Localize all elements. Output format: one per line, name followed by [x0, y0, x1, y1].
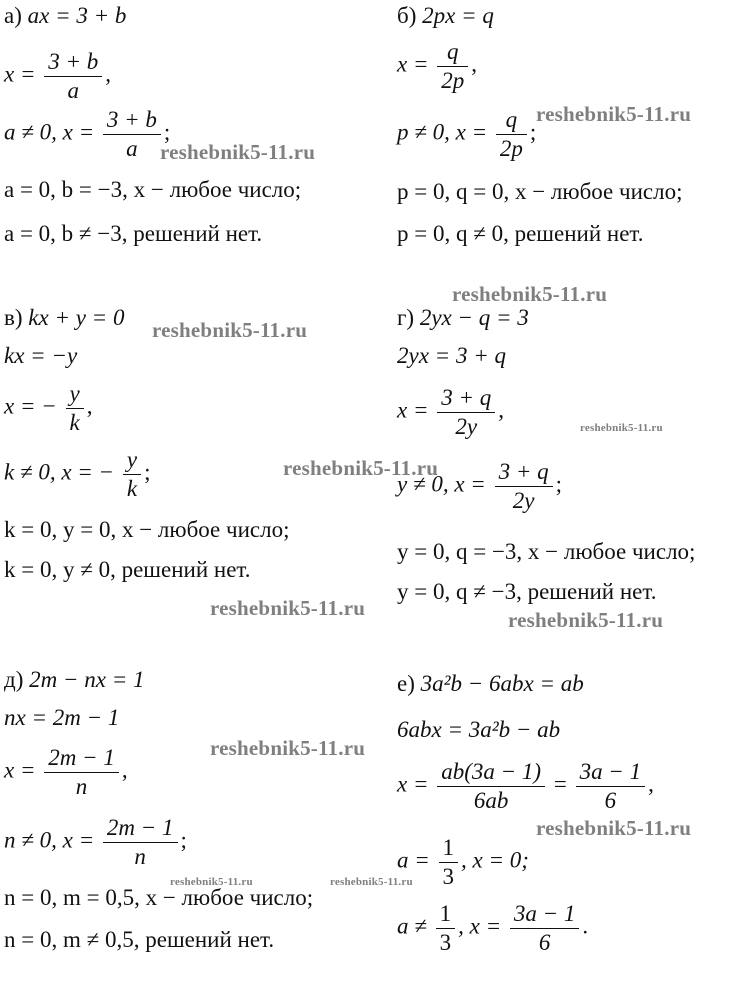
problem-g-equation: г) 2yx − q = 3	[397, 305, 529, 330]
problem-a-step2: a ≠ 0, x = $\frac{3 + b}{a}$ ;	[4, 107, 171, 161]
watermark: reshebnik5-11.ru	[508, 608, 664, 632]
problem-v-equation: в) kx + y = 0	[4, 305, 125, 330]
problem-g-case2: y = 0, q ≠ −3, решений нет.	[397, 579, 657, 604]
problem-e-step0: 6abx = 3a²b − ab	[397, 717, 561, 742]
problem-v-case1: k = 0, y = 0, x − любое число;	[4, 517, 290, 542]
problem-g-case1: y = 0, q = −3, x − любое число;	[397, 539, 696, 564]
problem-v-step2: k ≠ 0, x = − $\frac{y}{k}$ ;	[4, 447, 151, 501]
problem-g-step1: x = $\frac{3 + q}{2y}$ ,	[397, 385, 505, 439]
problem-b-step2: p ≠ 0, x = $\frac{q}{2p}$ ;	[397, 107, 537, 161]
problem-b-step1: x = $\frac{q}{2p}$ ,	[397, 39, 477, 93]
watermark: reshebnik5-11.ru	[452, 282, 608, 306]
problem-v-case2: k = 0, y ≠ 0, решений нет.	[4, 557, 251, 582]
problem-d-step1: x = $\frac{2m - 1}{n}$ ,	[4, 745, 128, 799]
watermark: reshebnik5-11.ru	[536, 102, 692, 126]
problem-b-case1: p = 0, q = 0, x − любое число;	[397, 179, 683, 204]
watermark: reshebnik5-11.ru	[536, 816, 692, 840]
problem-a-equation: а) ax = 3 + b	[4, 3, 127, 28]
problem-d-case1: n = 0, m = 0,5, x − любое число;	[4, 885, 314, 910]
problem-a-step1: x = $\frac{3 + b}{a}$ ,	[4, 49, 112, 103]
watermark: reshebnik5-11.ru	[283, 456, 439, 480]
problem-v-step1: x = − $\frac{y}{k}$ ,	[4, 381, 93, 435]
watermark: reshebnik5-11.ru	[210, 736, 366, 760]
problem-d-step0: nx = 2m − 1	[4, 705, 120, 730]
problem-d-equation: д) 2m − nx = 1	[4, 667, 145, 692]
watermark: reshebnik5-11.ru	[152, 318, 308, 342]
watermark: reshebnik5-11.ru	[580, 422, 663, 434]
watermark: reshebnik5-11.ru	[330, 876, 413, 888]
watermark: reshebnik5-11.ru	[160, 140, 316, 164]
problem-a-case2: a = 0, b ≠ −3, решений нет.	[4, 221, 263, 246]
problem-e-case2: a ≠ $\frac{1}{3}$ , x = $\frac{3a - 1}{6}$ .	[397, 901, 589, 955]
watermark: reshebnik5-11.ru	[170, 876, 253, 888]
problem-e-step1: x = $\frac{ab(3a - 1)}{6ab}$ = $\frac{3a - 1}{6}$ ,	[397, 759, 654, 813]
problem-g-step2: y ≠ 0, x = $\frac{3 + q}{2y}$ ;	[397, 459, 562, 513]
problem-d-case2: n = 0, m ≠ 0,5, решений нет.	[4, 927, 275, 952]
problem-g-step0: 2yx = 3 + q	[397, 343, 506, 368]
problem-b-equation: б) 2px = q	[397, 3, 494, 28]
problem-d-step2: n ≠ 0, x = $\frac{2m - 1}{n}$ ;	[4, 815, 187, 869]
problem-a-case1: a = 0, b = −3, x − любое число;	[4, 177, 302, 202]
watermark: reshebnik5-11.ru	[210, 596, 366, 620]
problem-b-case2: p = 0, q ≠ 0, решений нет.	[397, 221, 644, 246]
problem-e-equation: е) 3a²b − 6abx = ab	[397, 671, 584, 696]
problem-e-case1: a = $\frac{1}{3}$ , x = 0;	[397, 835, 529, 889]
problem-v-step0: kx = −y	[4, 343, 78, 368]
